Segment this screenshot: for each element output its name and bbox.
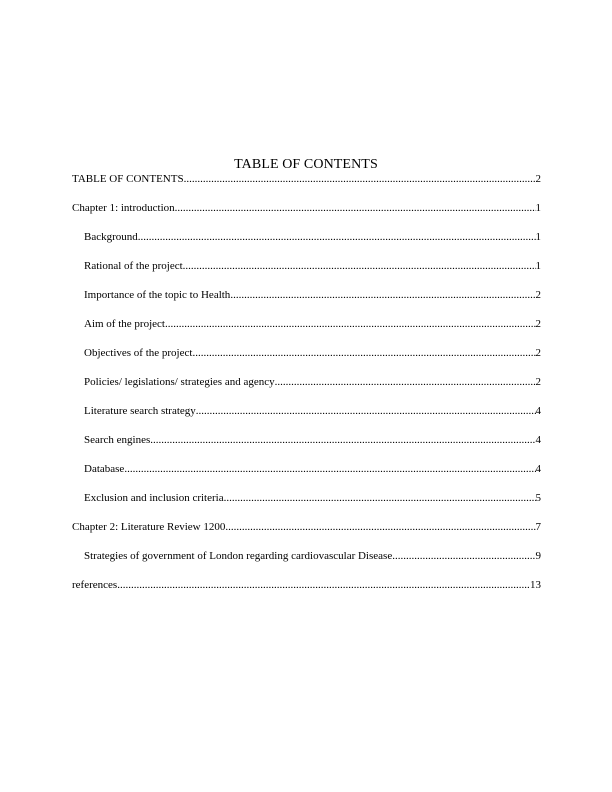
toc-entry-page: 2 <box>535 289 541 301</box>
toc-entry[interactable] <box>72 201 541 215</box>
toc-entry-page: 5 <box>535 492 541 504</box>
toc-leader-dots <box>124 462 535 476</box>
toc-entry-page: 13 <box>530 579 541 591</box>
toc-entry[interactable] <box>84 549 541 563</box>
toc-entry-page: 4 <box>535 405 541 417</box>
toc-leader-dots <box>192 346 535 360</box>
toc-entry-label: Literature search strategy <box>84 405 196 417</box>
toc-heading: TABLE OF CONTENTS <box>234 157 378 172</box>
toc-entry-label: Importance of the topic to Health <box>84 289 231 301</box>
toc-entry[interactable] <box>72 520 541 534</box>
toc-entry-label: Rational of the project <box>84 260 183 272</box>
toc-leader-dots <box>275 375 536 389</box>
toc-entry[interactable] <box>84 375 541 389</box>
toc-entry-page: 2 <box>535 376 541 388</box>
toc-entry[interactable] <box>72 172 541 186</box>
toc-leader-dots <box>196 404 536 418</box>
toc-entry-page: 1 <box>535 260 541 272</box>
toc-leader-dots <box>392 549 535 563</box>
toc-entry-label: Database <box>84 463 125 475</box>
toc-entry[interactable] <box>84 491 541 505</box>
toc-leader-dots <box>224 491 536 505</box>
toc-entry-label: Exclusion and inclusion criteria <box>84 492 224 504</box>
toc-entry[interactable] <box>84 230 541 244</box>
toc-entry-page: 2 <box>535 173 541 185</box>
toc-leader-dots <box>150 433 535 447</box>
toc-entry-page: 4 <box>535 434 541 446</box>
toc-leader-dots <box>184 172 536 186</box>
toc-entry-label: Aim of the project <box>84 318 165 330</box>
toc-entry-page: 4 <box>535 463 541 475</box>
toc-entry-page: 2 <box>535 318 541 330</box>
toc-entry-page: 1 <box>535 202 541 214</box>
toc-entry-page: 2 <box>535 347 541 359</box>
toc-leader-dots <box>165 317 536 331</box>
toc-leader-dots <box>183 259 536 273</box>
toc-entry[interactable] <box>84 433 541 447</box>
toc-entry[interactable] <box>84 288 541 302</box>
toc-entry-label: Background <box>84 231 138 243</box>
toc-entry-label: TABLE OF CONTENTS <box>72 173 184 185</box>
toc-entry[interactable] <box>84 346 541 360</box>
toc-entry-label: references <box>72 579 118 591</box>
toc-entry-label: Policies/ legislations/ strategies and agency <box>84 376 275 388</box>
toc-leader-dots <box>138 230 536 244</box>
toc-leader-dots <box>225 520 535 534</box>
toc-entry-label: Objectives of the project <box>84 347 193 359</box>
toc-leader-dots <box>175 201 536 215</box>
toc-leader-dots <box>117 578 530 592</box>
toc-entry[interactable] <box>84 462 541 476</box>
toc-entry-page: 9 <box>535 550 541 562</box>
toc-leader-dots <box>230 288 535 302</box>
toc-entry[interactable] <box>84 317 541 331</box>
toc-entry-page: 1 <box>535 231 541 243</box>
toc-entry-label: Strategies of government of London regarding cardiovascular Disease <box>84 550 393 562</box>
toc-entry-label: Chapter 2: Literature Review 1200 <box>72 521 226 533</box>
toc-entry[interactable] <box>84 259 541 273</box>
toc-entry-label: Chapter 1: introduction <box>72 202 175 214</box>
toc-entry-label: Search engines <box>84 434 151 446</box>
toc-entry[interactable] <box>72 578 541 592</box>
toc-entry[interactable] <box>84 404 541 418</box>
toc-entry-page: 7 <box>535 521 541 533</box>
